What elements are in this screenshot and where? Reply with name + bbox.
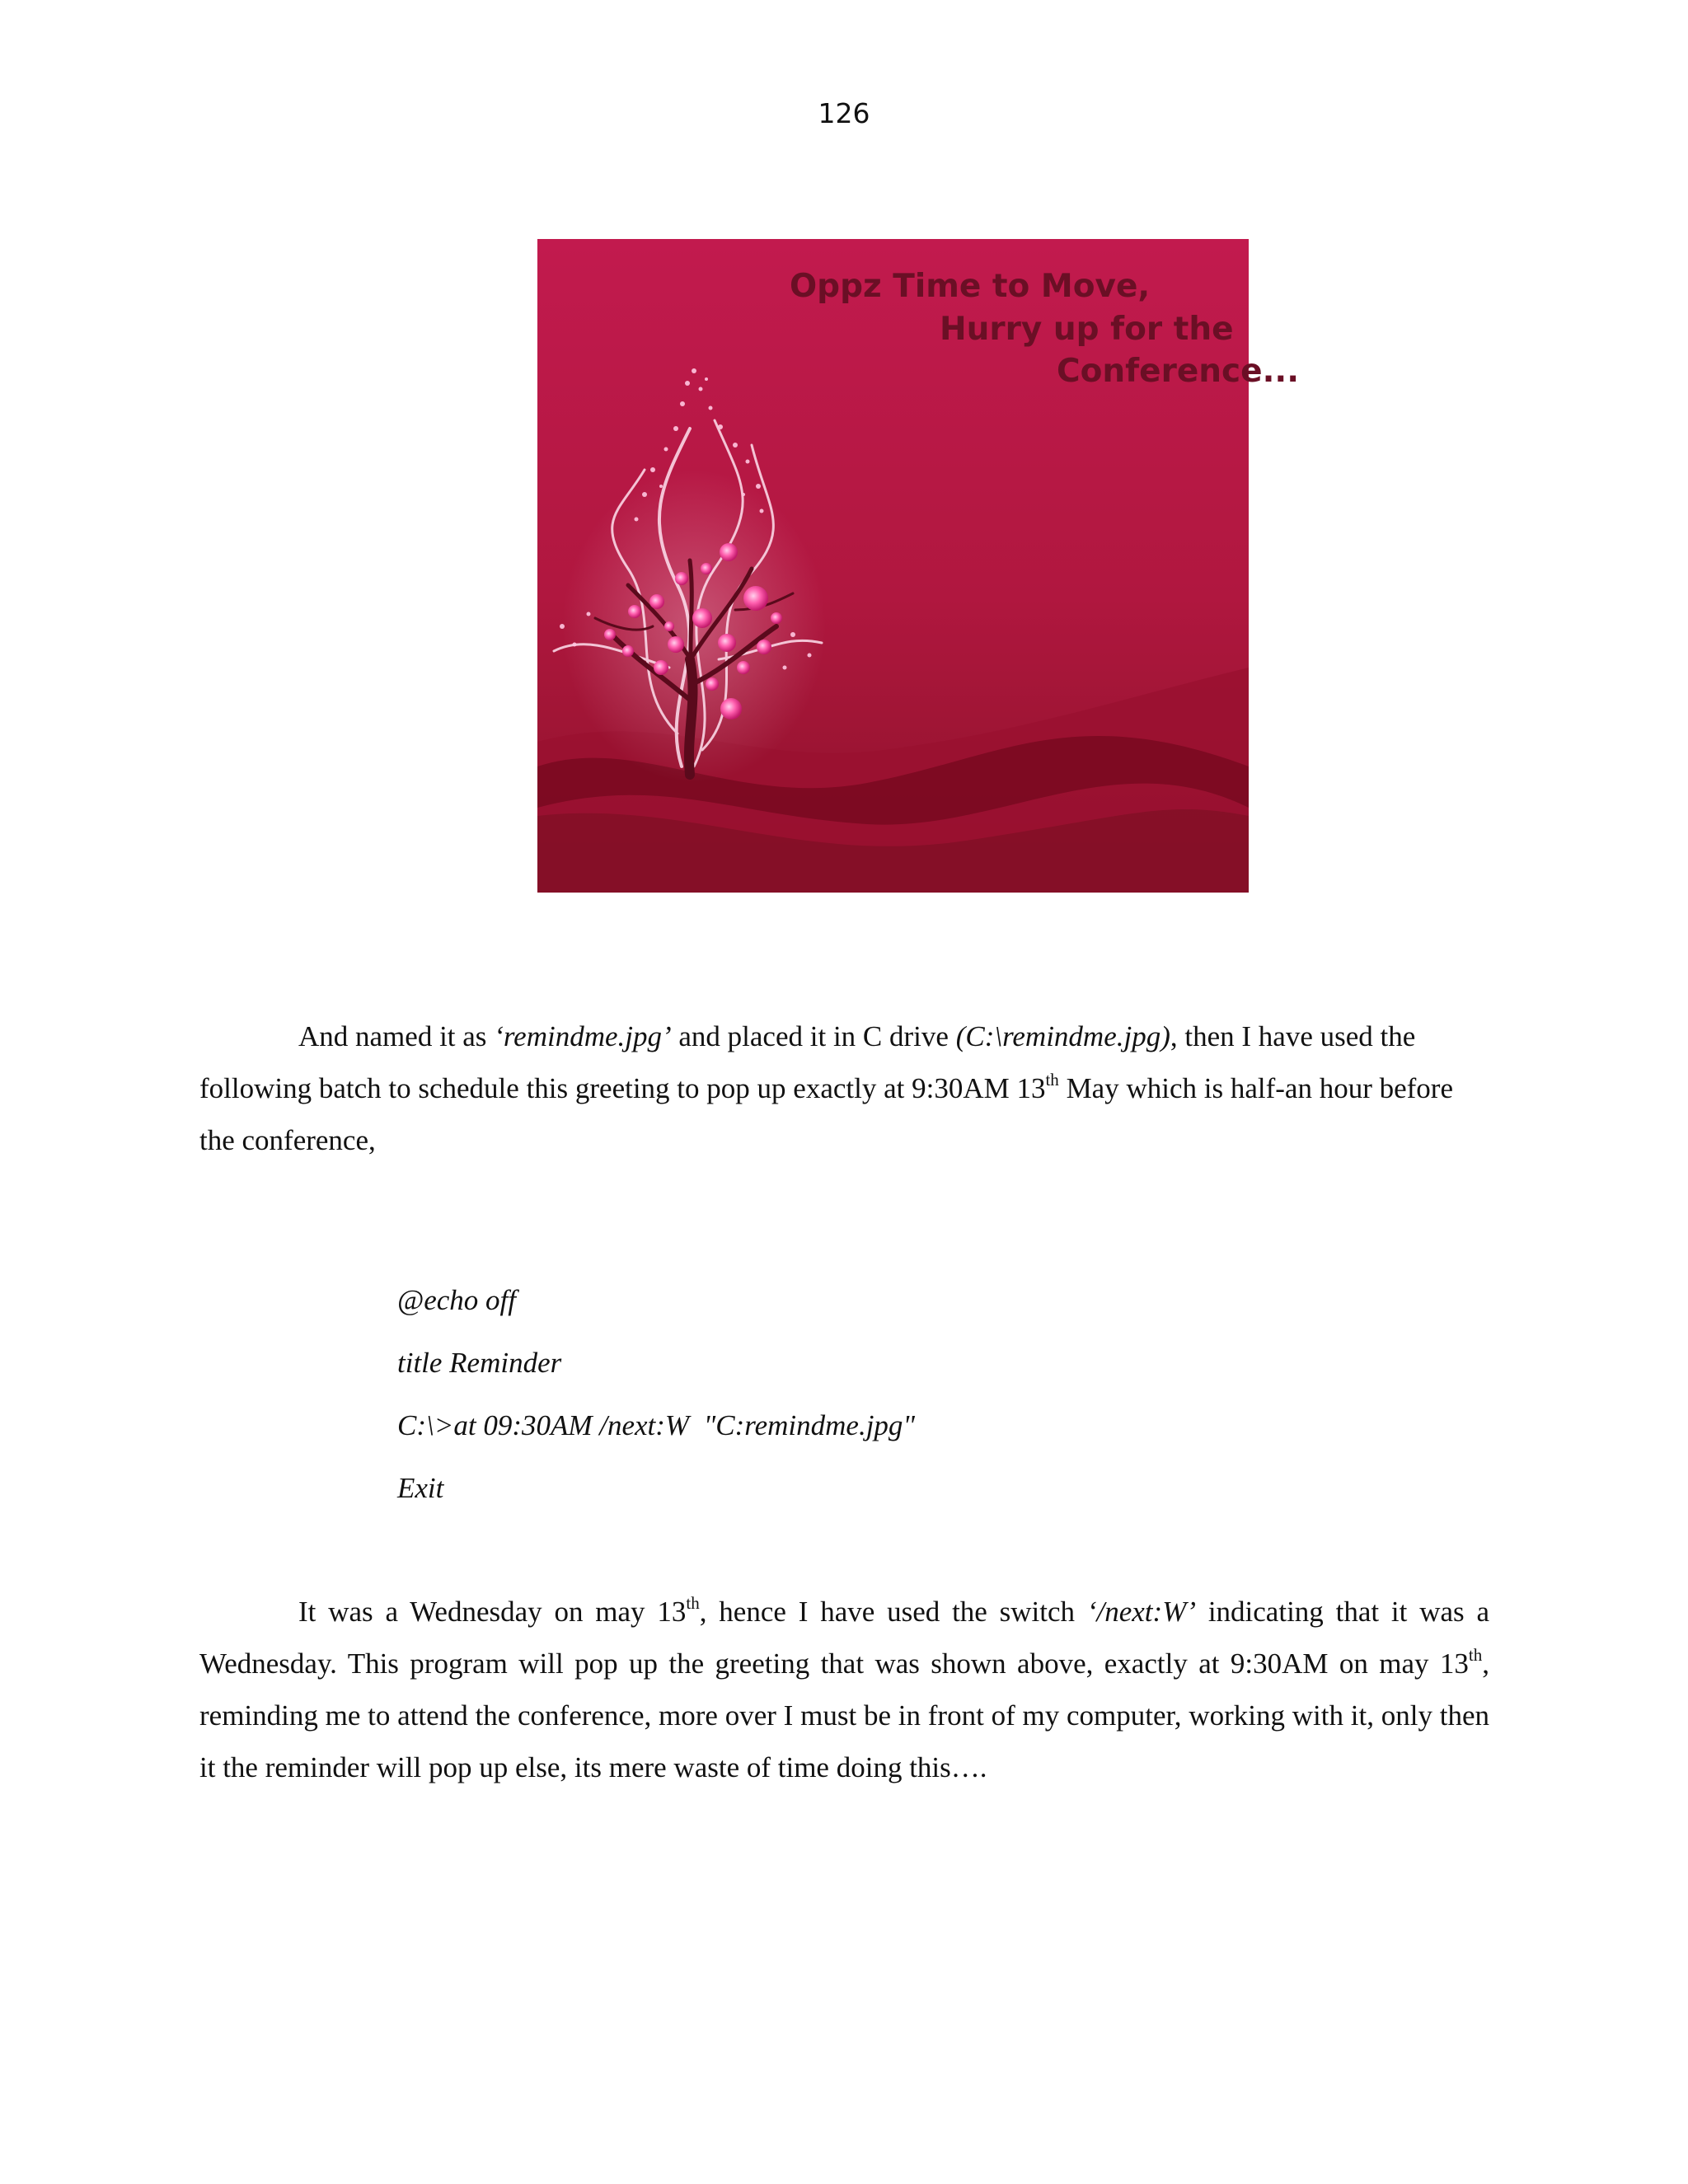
explanation-text-1: It was a Wednesday on may 13 <box>298 1596 687 1628</box>
file-name: ‘remindme.jpg’ <box>494 1020 672 1052</box>
file-path: (C:\remindme.jpg) <box>955 1020 1170 1052</box>
switch-name: ‘/next:W’ <box>1086 1596 1196 1628</box>
intro-text-1: And named it as <box>298 1020 495 1052</box>
ordinal-suffix: th <box>1045 1070 1059 1090</box>
intro-text-2: and placed it in C drive <box>671 1020 956 1052</box>
ordinal-suffix: th <box>1468 1645 1483 1665</box>
batch-code-block <box>397 1276 915 1526</box>
code-line: @echo off <box>397 1284 516 1316</box>
explanation-text-2: , hence I have used the switch <box>699 1596 1087 1628</box>
page-number: 126 <box>818 97 870 129</box>
code-line: title Reminder <box>397 1347 562 1379</box>
explanation-text-4: , reminding me to attend the conference, more over I must be in front of my computer, working with it, only then it the reminder will pop up else, its mere waste of time doing this…. <box>199 1647 1489 1783</box>
explanation-text-3: indicating that it was a Wednesday. This program will pop up the greeting that was shown above, exactly at 9:30AM on may 13 <box>199 1596 1489 1680</box>
greeting-image <box>537 239 1300 893</box>
code-line: C:\>at 09:30AM /next:W "C:remindme.jpg" <box>397 1409 916 1441</box>
code-line: Exit <box>397 1472 444 1504</box>
intro-text-3: , then I have used the following batch to schedule this greeting to pop up exactly at 9:30AM 13 <box>199 1020 1416 1104</box>
greeting-line-2: Hurry up for the <box>940 311 1234 348</box>
paragraph-intro <box>199 1010 1489 1166</box>
greeting-illustration <box>537 239 1300 893</box>
ordinal-suffix: th <box>686 1593 700 1613</box>
intro-text-4: May which is half-an hour before the conference, <box>199 1072 1453 1156</box>
greeting-line-3: Conference... <box>1057 353 1300 390</box>
greeting-line-1: Oppz Time to Move, <box>790 268 1151 305</box>
paragraph-explanation <box>199 1586 1489 1793</box>
